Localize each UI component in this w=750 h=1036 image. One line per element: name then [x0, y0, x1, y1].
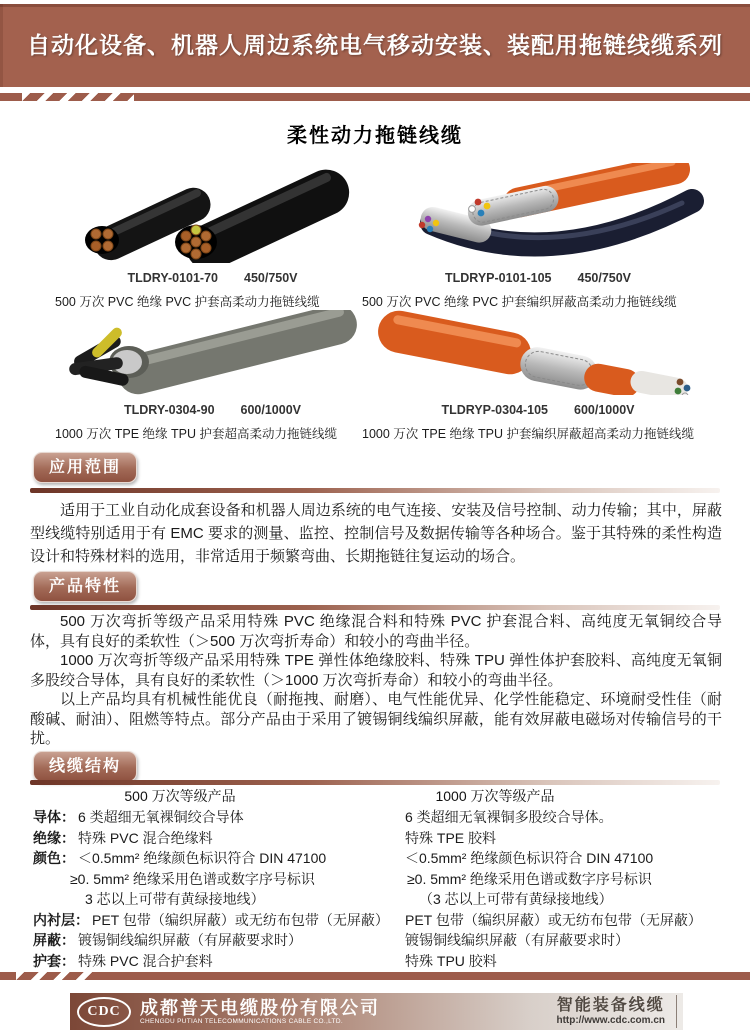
header-banner	[0, 4, 750, 87]
product-model-line	[362, 403, 714, 417]
features-paragraph-block	[30, 612, 722, 749]
section-badge-structure: 线缆结构	[33, 751, 137, 782]
product-photo-gray-tpu-cable	[55, 310, 370, 395]
section-rule	[30, 488, 720, 493]
section-rule	[30, 605, 720, 610]
product-voltage: 450/750V	[577, 271, 632, 285]
cell-left: 特殊 PVC 混合护套料	[78, 952, 213, 969]
top-divider-stripe	[0, 93, 750, 101]
cell-left: PET 包带（编织屏蔽）或无纺布包带（无屏蔽）	[92, 911, 389, 928]
features-paragraph-3: 以上产品均具有机械性能优良（耐拖拽、耐磨）、电气性能优异、化学性能稳定、环境耐受性佳（耐酸碱、耐油）、阻燃等特点。部分产品由于采用了镀锡铜线编织屏蔽，能有效屏蔽电磁场对传输信号的干扰。	[30, 691, 722, 747]
table-row-color	[33, 848, 733, 910]
page-title: 柔性动力拖链线缆	[287, 125, 463, 147]
bottom-divider-dashes	[16, 972, 92, 980]
table-row-insulation	[33, 828, 733, 849]
table-row-inner-sheath	[33, 910, 733, 931]
product-model-line	[55, 403, 370, 417]
row-label: 护套：	[33, 952, 75, 969]
bottom-divider-stripe	[0, 972, 750, 980]
features-paragraph-1: 500 万次弯折等级产品采用特殊 PVC 绝缘混合料和特殊 PVC 护套混合料、高纯度无氧铜绞合导体，具有良好的柔软性（＞500 万次弯折寿命）和较小的弯曲半径。	[30, 613, 722, 650]
features-paragraph-2: 1000 万次弯折等级产品采用特殊 TPE 弹性体绝缘胶料、特殊 TPU 弹性体护套胶料、高纯度无氧铜多股绞合导体，具有良好的柔软性（＞1000 万次弯折寿命）和较小的弯曲半径。	[30, 652, 722, 689]
company-name-en: CHENGDU PUTIAN TELECOMMUNICATIONS CABLE CO.,LTD.	[140, 1017, 343, 1025]
cell-right: 特殊 TPE 胶料	[405, 829, 497, 846]
row-label: 导体：	[33, 809, 75, 825]
footer-website: http://www.cdc.com.cn	[556, 1014, 665, 1026]
product-model: TLDRY-0304-90	[123, 403, 215, 417]
section-badge-application: 应用范围	[33, 452, 137, 483]
top-divider-dashes	[22, 93, 134, 101]
header-banner-title: 自动化设备、机器人周边系统电气移动安装、装配用拖链线缆系列	[27, 32, 723, 58]
product-card-3	[55, 310, 370, 442]
product-description: 500 万次 PVC 绝缘 PVC 护套编织屏蔽高柔动力拖链线缆	[362, 295, 677, 309]
cell-left-line-2: ≥0. 5mm² 绝缘采用色谱或数字序号标识	[70, 870, 315, 887]
cell-right: 镀锡铜线编织屏蔽（有屏蔽要求时）	[405, 932, 629, 948]
company-block	[140, 998, 380, 1026]
cell-left: 6 类超细无氧裸铜绞合导体	[78, 809, 244, 825]
cell-left: 镀锡铜线编织屏蔽（有屏蔽要求时）	[78, 932, 302, 948]
product-description: 1000 万次 TPE 绝缘 TPU 护套编织屏蔽超高柔动力拖链线缆	[362, 427, 694, 441]
application-paragraph: 适用于工业自动化成套设备和机器人周边系统的电气连接、安装及信号控制、动力传输；其中，屏蔽型线缆特别适用于有 EMC 要求的测量、监控、控制信号及数据传输等各种场合。鉴于其特殊的柔性构造设计和特殊材料的选用，非常适用于频繁弯曲、长期拖链往复运动的场合。	[30, 502, 722, 565]
row-label: 颜色：	[33, 850, 75, 866]
cell-right-line-2: ≥0. 5mm² 绝缘采用色谱或数字序号标识	[407, 870, 652, 887]
product-photo-orange-shielded-cable	[362, 310, 714, 395]
table-column-header-1000: 1000 万次等级产品	[435, 788, 555, 804]
cell-left: ＜0.5mm² 绝缘颜色标识符合 DIN 47100	[78, 850, 327, 866]
product-model: TLDRYP-0101-105	[444, 271, 552, 285]
table-row-jacket	[33, 951, 733, 972]
cdc-logo: CDC	[77, 997, 131, 1027]
product-card-2	[362, 163, 714, 310]
product-model-line	[55, 271, 370, 285]
product-description: 500 万次 PVC 绝缘 PVC 护套高柔动力拖链线缆	[55, 295, 320, 309]
table-column-header-500: 500 万次等级产品	[124, 788, 236, 804]
cell-right: 6 类超细无氧裸铜多股绞合导体。	[405, 809, 613, 825]
row-label: 屏蔽：	[33, 932, 75, 948]
cell-right-line-3: （3 芯以上可带有黄绿接地线）	[419, 891, 613, 907]
product-description: 1000 万次 TPE 绝缘 TPU 护套超高柔动力拖链线缆	[55, 427, 337, 441]
row-label: 内衬层：	[33, 911, 89, 928]
application-paragraph-block	[30, 499, 722, 568]
company-name-cn: 成都普天电缆股份有限公司	[140, 997, 380, 1018]
table-row-shield	[33, 930, 733, 951]
cell-right: ＜0.5mm² 绝缘颜色标识符合 DIN 47100	[405, 850, 654, 866]
product-voltage: 600/1000V	[240, 403, 302, 417]
product-model: TLDRY-0101-70	[127, 271, 218, 285]
footer-right-block	[556, 997, 665, 1027]
product-voltage: 600/1000V	[574, 403, 635, 417]
product-photo-black-pvc-cables	[55, 168, 370, 263]
cell-left-line-3: 3 芯以上可带有黄绿接地线）	[85, 891, 265, 907]
product-voltage: 450/750V	[244, 271, 298, 285]
cell-left: 特殊 PVC 混合绝缘料	[78, 829, 213, 846]
cell-right: PET 包带（编织屏蔽）或无纺布包带（无屏蔽）	[405, 911, 702, 928]
footer-tagline: 智能装备线缆	[556, 996, 665, 1014]
product-card-1	[55, 168, 370, 310]
cell-right: 特殊 TPU 胶料	[405, 952, 497, 969]
product-card-4	[362, 310, 714, 442]
row-label: 绝缘：	[33, 829, 75, 846]
product-model: TLDRYP-0304-105	[441, 403, 549, 417]
structure-table	[33, 807, 733, 971]
table-row-conductor	[33, 807, 733, 828]
product-photo-orange-navy-shielded	[362, 163, 714, 263]
section-badge-features: 产品特性	[33, 571, 137, 602]
product-model-line	[362, 271, 714, 285]
section-rule	[30, 780, 720, 785]
footer-bar	[70, 993, 683, 1030]
